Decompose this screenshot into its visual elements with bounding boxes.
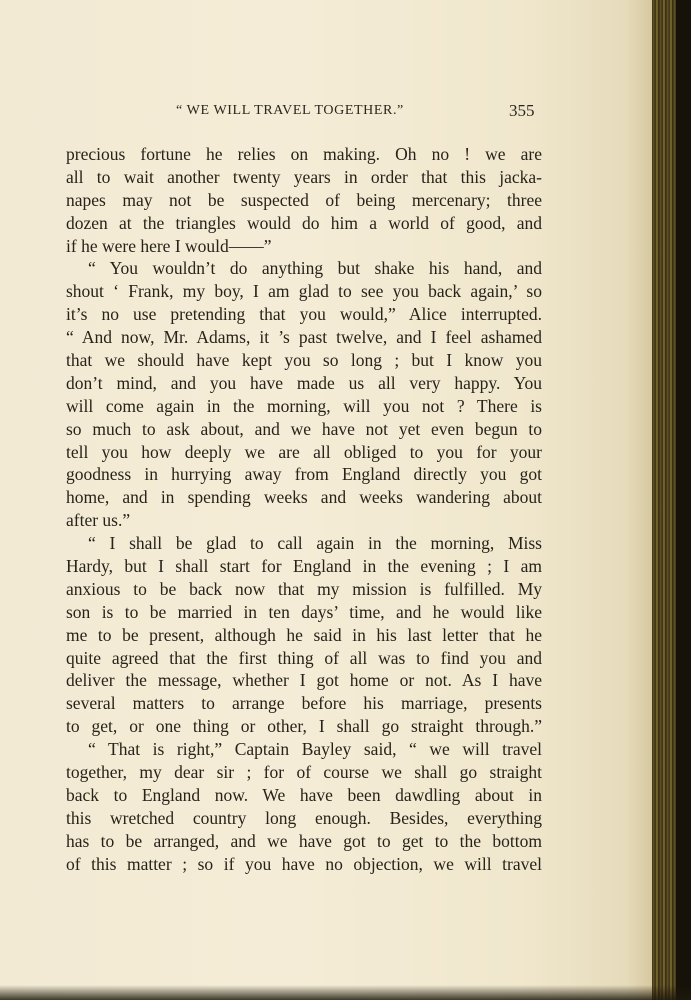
text-line: home, and in spending weeks and weeks wandering about (66, 487, 542, 508)
text-line: precious fortune he relies on making. Oh no ! we are (66, 144, 542, 164)
text-line: all to wait another twenty years in order that this jacka- (66, 166, 542, 187)
text-line: this wretched country long enough. Besides, everything (66, 807, 542, 828)
text-line: will come again in the morning, will you not ? There is (66, 395, 542, 416)
text-line: if he were here I would——” (66, 235, 272, 256)
text-line: me to be present, although he said in his last letter that he (66, 624, 542, 645)
body-text (66, 143, 542, 876)
text-line: goodness in hurrying away from England directly you got (66, 464, 542, 485)
text-line: so much to ask about, and we have not yet even begun to (66, 418, 542, 439)
text-line: anxious to be back now that my mission is fulfilled. My (66, 578, 542, 599)
book-binding-edge (676, 0, 691, 1000)
text-line: deliver the message, whether I got home or not. As I have (66, 670, 542, 691)
text-line: dozen at the triangles would do him a world of good, and (66, 212, 542, 233)
text-line: that we should have kept you so long ; but I know you (66, 350, 542, 371)
text-line: back to England now. We have been dawdling about in (66, 784, 542, 805)
text-line: son is to be married in ten days’ time, and he would like (66, 601, 542, 622)
text-line: to get, or one thing or other, I shall go straight through.” (66, 716, 542, 737)
text-line: shout ‘ Frank, my boy, I am glad to see you back again,’ so (66, 281, 542, 302)
bottom-shadow (0, 985, 691, 1000)
text-line: “ That is right,” Captain Bayley said, “ we will travel (88, 739, 542, 760)
text-line: of this matter ; so if you have no objection, we will travel (66, 853, 542, 874)
text-line: quite agreed that the first thing of all was to find you and (66, 647, 542, 668)
text-line: napes may not be suspected of being mercenary; three (66, 189, 542, 210)
text-line: don’t mind, and you have made us all very happy. You (66, 372, 542, 393)
text-line: Hardy, but I shall start for England in the evening ; I am (66, 556, 542, 577)
page-number: 355 (509, 101, 535, 120)
running-title: “ WE WILL TRAVEL TOGETHER.” (176, 103, 404, 118)
text-line: tell you how deeply we are all obliged to you for your (66, 441, 542, 462)
text-line: together, my dear sir ; for of course we shall go straight (66, 762, 542, 783)
text-line: “ And now, Mr. Adams, it ’s past twelve, and I feel ashamed (66, 327, 542, 348)
text-line: it’s no use pretending that you would,” Alice interrupted. (66, 304, 542, 325)
text-line: “ You wouldn’t do anything but shake his hand, and (88, 258, 542, 279)
text-line: after us.” (66, 510, 131, 531)
text-line: “ I shall be glad to call again in the morning, Miss (88, 533, 542, 554)
text-line: several matters to arrange before his marriage, presents (66, 693, 542, 714)
text-line: has to be arranged, and we have got to get to the bottom (66, 830, 542, 851)
